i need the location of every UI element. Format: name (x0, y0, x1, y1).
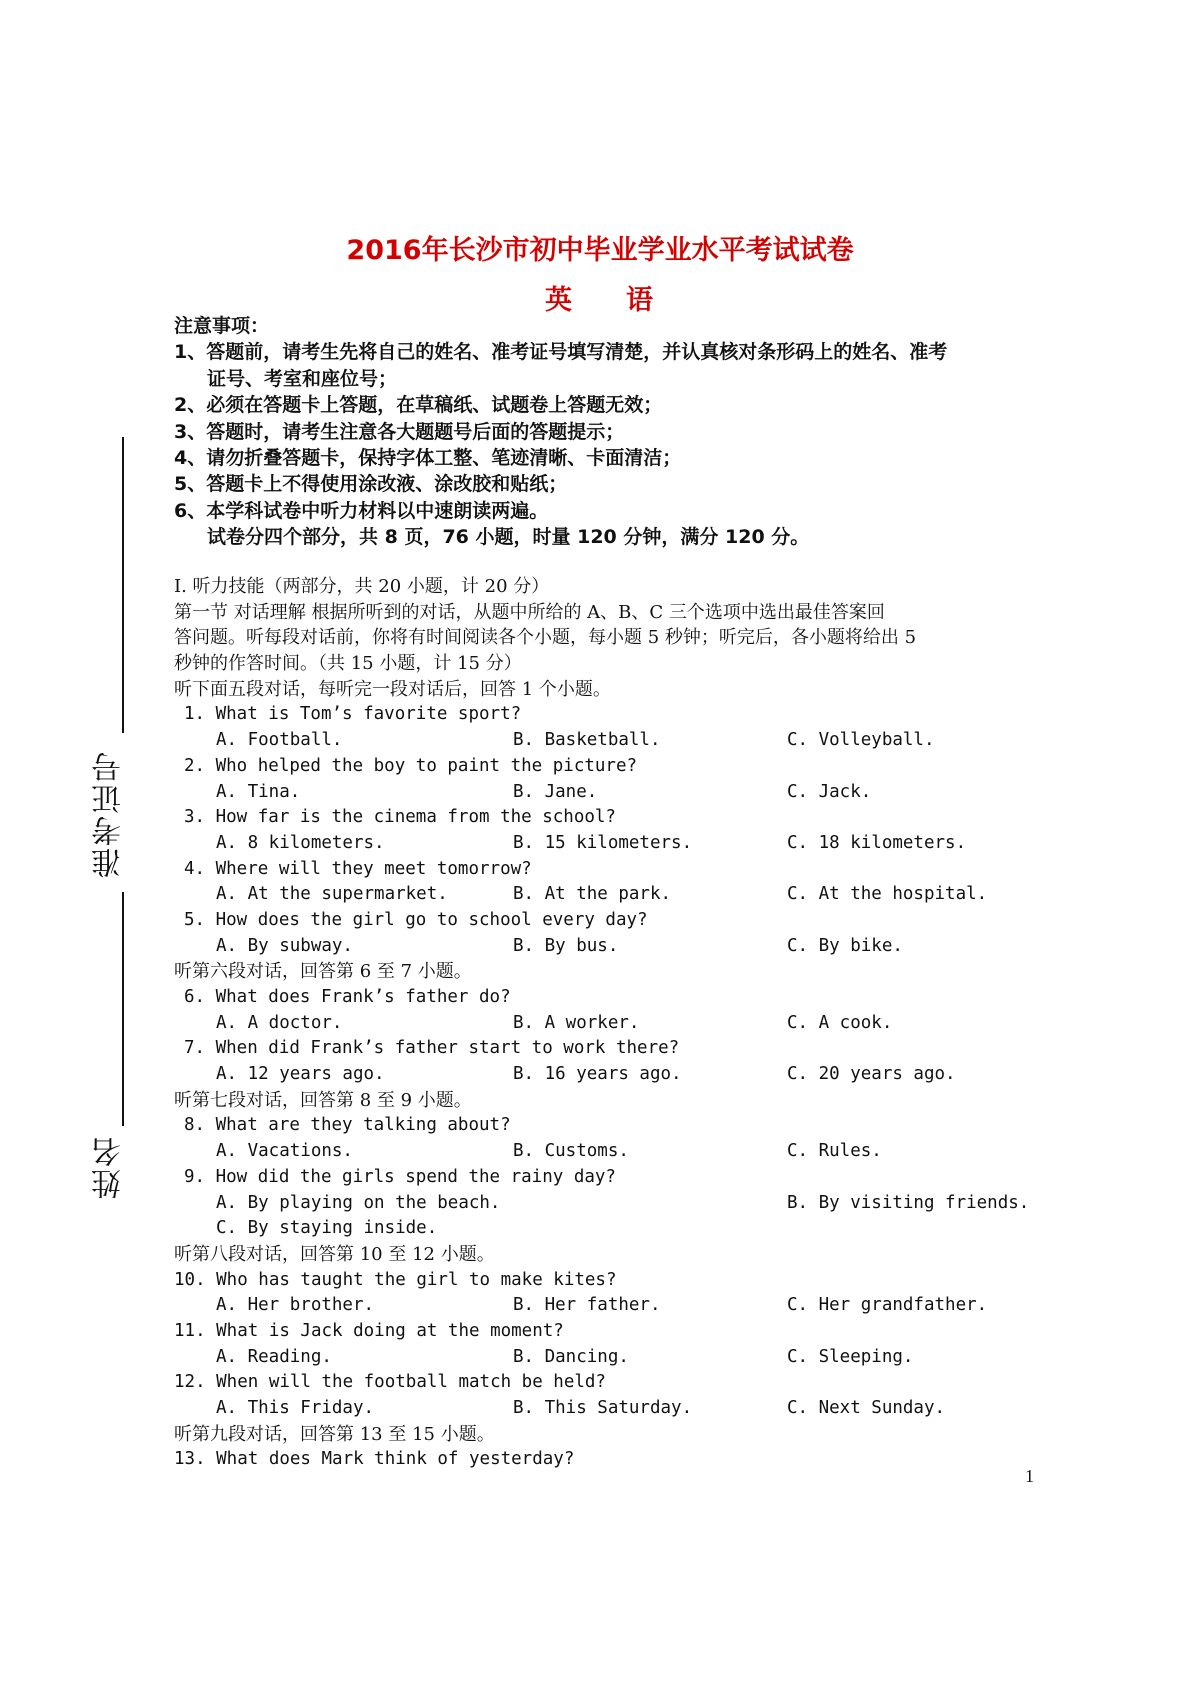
question-2: 2. Who helped the boy to paint the picture? (184, 755, 638, 776)
option-b[interactable]: B. By visiting friends. (787, 1192, 1030, 1213)
options-9-cont (174, 1216, 1054, 1242)
name-underline (122, 892, 124, 1126)
option-c[interactable]: C. 18 kilometers. (787, 832, 967, 853)
group-instruction: 听第七段对话，回答第 8 至 9 小题。 (174, 1089, 472, 1111)
note-item: 4、请勿折叠答题卡，保持字体工整、笔迹清晰、卡面清洁； (174, 446, 682, 469)
option-b[interactable]: B. Her father. (513, 1295, 661, 1316)
page-number: 1 (1025, 1466, 1034, 1486)
part1-instruction: 秒钟的作答时间。（共 15 小题，计 15 分） (174, 653, 522, 675)
group-instruction: 听第六段对话，回答第 6 至 7 小题。 (174, 961, 472, 983)
option-c[interactable]: C. Volleyball. (787, 730, 935, 751)
subject-char-1: 英 (545, 285, 574, 316)
option-c[interactable]: C. By staying inside. (216, 1218, 438, 1239)
option-c[interactable]: C. Sleeping. (787, 1346, 914, 1367)
option-b[interactable]: B. Dancing. (513, 1346, 629, 1367)
note-item: 3、答题时，请考生注意各大题题号后面的答题提示； (174, 420, 625, 443)
question-6: 6. What does Frank’s father do? (184, 987, 511, 1007)
note-item: 6、本学科试卷中听力材料以中速朗读两遍。 (174, 499, 549, 522)
options-5 (174, 934, 1054, 960)
question-11: 11. What is Jack doing at the moment? (174, 1320, 564, 1341)
option-c[interactable]: C. At the hospital. (787, 884, 988, 905)
option-c[interactable]: C. Jack. (787, 781, 872, 802)
question-10: 10. Who has taught the girl to make kites? (174, 1269, 617, 1290)
option-c[interactable]: C. A cook. (787, 1012, 893, 1033)
option-a[interactable]: A. Tina. (216, 781, 301, 802)
option-a[interactable]: A. Reading. (216, 1346, 332, 1367)
note-item: 1、答题前，请考生先将自己的姓名、准考证号填写清楚，并认真核对条形码上的姓名、准考 (174, 341, 948, 364)
options-8 (174, 1139, 1054, 1165)
options-4 (174, 882, 1054, 908)
option-a[interactable]: A. By subway. (216, 935, 353, 956)
note-item: 2、必须在答题卡上答题，在草稿纸、试题卷上答题无效； (174, 394, 663, 417)
subject-title (0, 278, 1200, 317)
question-1: 1. What is Tom’s favorite sport? (184, 704, 522, 725)
part1-instruction: 答问题。听每段对话前，你将有时间阅读各个小题，每小题 5 秒钟；听完后，各小题将给出 5 (174, 627, 917, 649)
group-instruction: 听第九段对话，回答第 13 至 15 小题。 (174, 1423, 495, 1445)
notes-block (174, 313, 1054, 551)
listening-section (174, 574, 1054, 1473)
part1-instruction: 第一节 对话理解 根据所听到的对话，从题中所给的 A、B、C 三个选项中选出最佳答案回 (174, 601, 885, 623)
option-a[interactable]: A. At the supermarket. (216, 884, 448, 905)
option-b[interactable]: B. At the park. (513, 884, 672, 905)
section-title: I. 听力技能（两部分，共 20 小题，计 20 分） (174, 576, 550, 597)
question-3: 3. How far is the cinema from the school? (184, 807, 616, 828)
options-12 (174, 1396, 1054, 1422)
question-8: 8. What are they talking about? (184, 1115, 511, 1136)
option-c[interactable]: C. By bike. (787, 935, 903, 956)
question-9: 9. How did the girls spend the rainy day? (184, 1166, 616, 1187)
option-c[interactable]: C. Rules. (787, 1141, 882, 1162)
option-c[interactable]: C. 20 years ago. (787, 1064, 956, 1085)
option-b[interactable]: B. This Saturday. (513, 1398, 693, 1418)
option-b[interactable]: B. A worker. (513, 1012, 640, 1033)
options-9 (174, 1191, 1054, 1217)
option-a[interactable]: A. Football. (216, 730, 343, 751)
question-12: 12. When will the football match be held? (174, 1372, 606, 1393)
note-item: 试卷分四个部分，共 8 页，76 小题，时量 120 分钟，满分 120 分。 (207, 526, 810, 549)
option-b[interactable]: B. Jane. (513, 781, 598, 802)
option-a[interactable]: A. 8 kilometers. (216, 832, 385, 853)
question-4: 4. Where will they meet tomorrow? (184, 858, 532, 879)
options-2 (174, 780, 1054, 806)
options-10 (174, 1293, 1054, 1319)
option-a[interactable]: A. Vacations. (216, 1141, 353, 1162)
options-7 (174, 1062, 1054, 1088)
option-b[interactable]: B. 15 kilometers. (513, 832, 693, 853)
exam-id-underline (122, 437, 124, 733)
exam-id-label: 准考证号 (92, 750, 127, 878)
option-c[interactable]: C. Next Sunday. (787, 1398, 946, 1418)
subject-char-2: 语 (626, 285, 655, 316)
group-instruction: 听下面五段对话，每听完一段对话后，回答 1 个小题。 (174, 678, 611, 700)
option-b[interactable]: B. Basketball. (513, 730, 661, 751)
name-label: 姓名 (92, 1135, 127, 1199)
exam-title: 2016年长沙市初中毕业学业水平考试试卷 (346, 235, 854, 266)
options-1 (174, 728, 1054, 754)
option-a[interactable]: A. A doctor. (216, 1012, 343, 1033)
option-a[interactable]: A. Her brother. (216, 1295, 375, 1316)
question-5: 5. How does the girl go to school every day? (184, 909, 648, 930)
notes-heading: 注意事项： (174, 315, 270, 337)
option-b[interactable]: B. By bus. (513, 935, 619, 956)
options-11 (174, 1345, 1054, 1371)
option-a[interactable]: A. This Friday. (216, 1398, 375, 1418)
option-c[interactable]: C. Her grandfather. (787, 1295, 988, 1316)
note-item: 证号、考室和座位号； (207, 367, 398, 390)
note-item: 5、答题卡上不得使用涂改液、涂改胶和贴纸； (174, 473, 568, 496)
question-13: 13. What does Mark think of yesterday? (174, 1449, 575, 1470)
option-b[interactable]: B. Customs. (513, 1141, 629, 1162)
options-3 (174, 831, 1054, 857)
question-7: 7. When did Frank’s father start to work there? (184, 1038, 680, 1059)
options-6 (174, 1011, 1054, 1037)
option-a[interactable]: A. 12 years ago. (216, 1064, 385, 1085)
group-instruction: 听第八段对话，回答第 10 至 12 小题。 (174, 1243, 495, 1265)
option-b[interactable]: B. 16 years ago. (513, 1064, 682, 1085)
option-a[interactable]: A. By playing on the beach. (216, 1192, 501, 1213)
